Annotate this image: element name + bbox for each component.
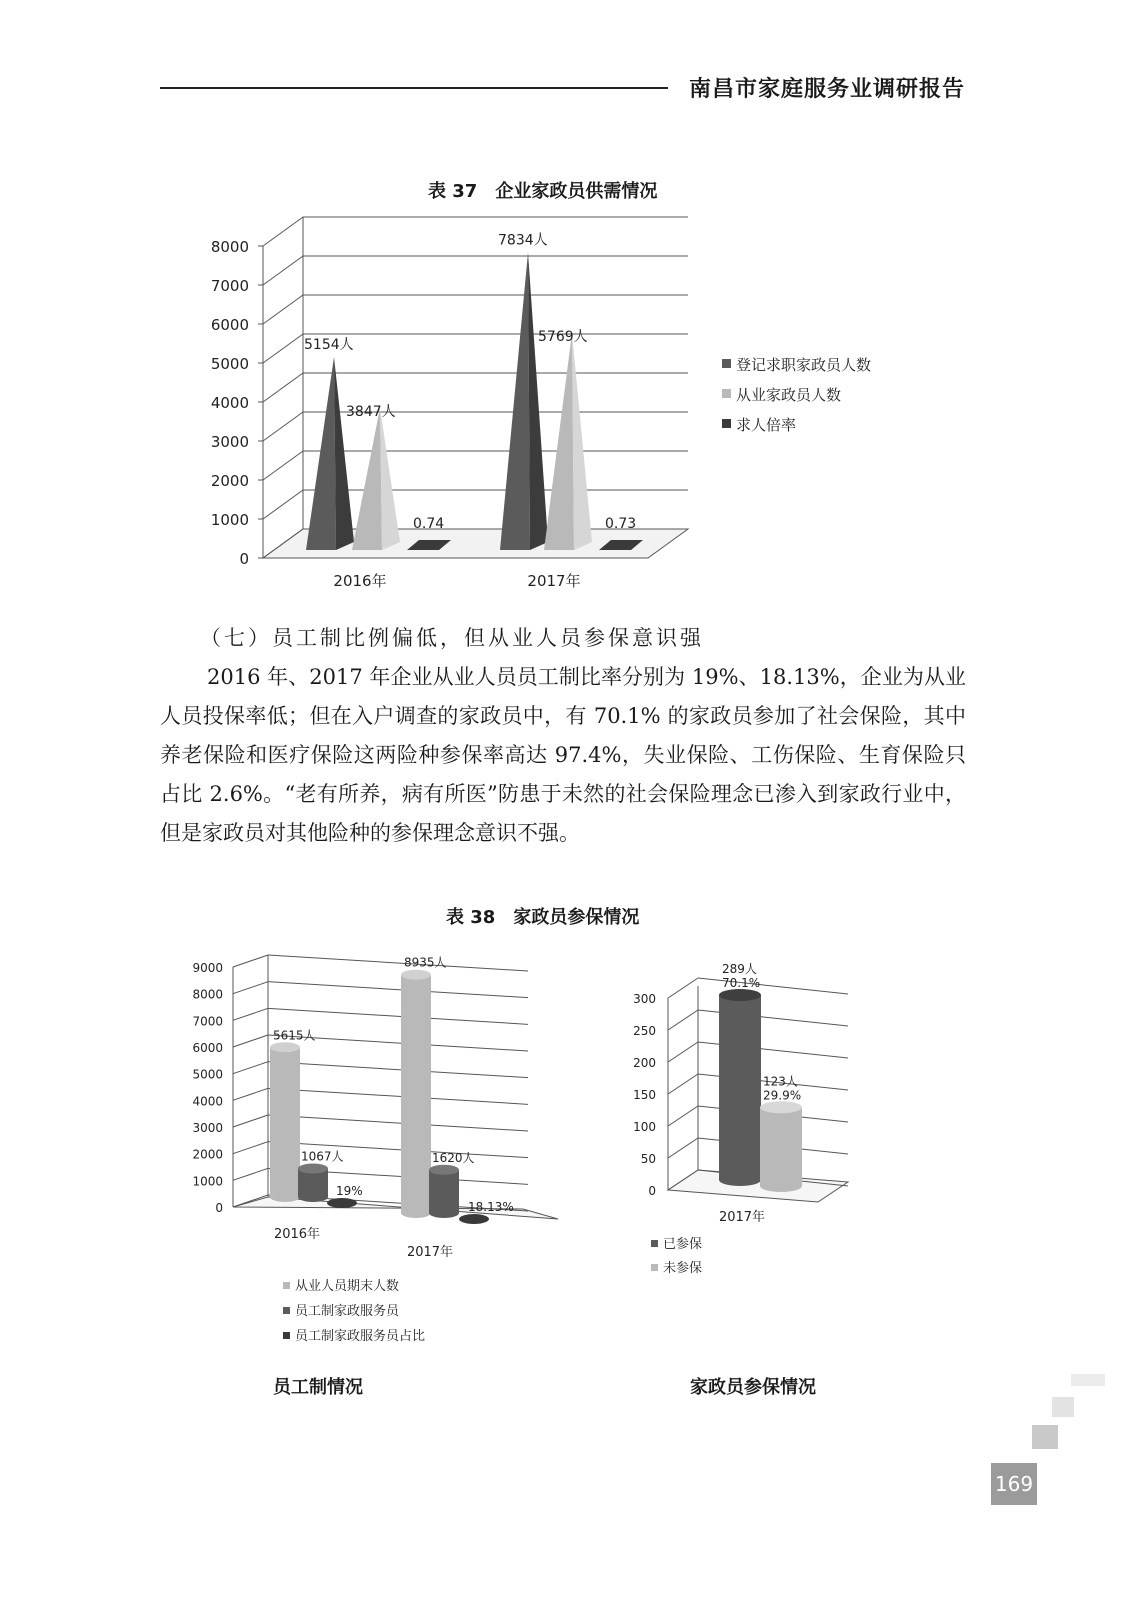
chart2-tick-label: 7000 xyxy=(192,1014,223,1029)
chart2-tick-label: 9000 xyxy=(192,961,223,975)
data-label: 0.73 xyxy=(605,516,637,532)
legend-label: 登记求职家政员人数 xyxy=(736,356,872,374)
cylinder-bar xyxy=(719,995,761,1180)
chart2-tick-label: 4000 xyxy=(192,1094,223,1109)
chart3-gridline xyxy=(668,1010,698,1030)
category-label: 2016年 xyxy=(273,1227,321,1242)
data-label: 19% xyxy=(336,1184,363,1198)
legend-label: 员工制家政服务员 xyxy=(295,1304,400,1319)
chart1-tick-label: 7000 xyxy=(210,277,249,295)
chart1-tick-label: 0 xyxy=(239,550,249,568)
category-label: 2016年 xyxy=(333,572,387,590)
legend-swatch xyxy=(651,1240,658,1247)
table38-caption: 表 38 家政员参保情况 xyxy=(446,907,640,928)
chart3-gridline xyxy=(668,1074,698,1094)
chart3-tick-label: 300 xyxy=(633,992,656,1006)
legend-label: 从业家政员人数 xyxy=(736,386,842,404)
chart3-gridline xyxy=(668,1106,698,1126)
chart1-tick-label: 6000 xyxy=(210,316,249,334)
data-label: 8935人 xyxy=(404,955,447,970)
data-label: 18.13% xyxy=(468,1200,514,1214)
data-label: 5769人 xyxy=(538,329,588,346)
chart1-tick-label: 5000 xyxy=(210,355,249,373)
data-label: 0.74 xyxy=(413,516,445,532)
legend-swatch xyxy=(651,1264,658,1271)
legend-label: 已参保 xyxy=(663,1237,703,1252)
chart3-gridline xyxy=(668,1042,698,1062)
data-label: 5154人 xyxy=(304,336,354,353)
data-label: 289人 xyxy=(722,962,757,977)
chart3-gridline xyxy=(668,1138,698,1158)
chart3-y-ticks xyxy=(633,992,656,1198)
percent-label: 29.9% xyxy=(763,1088,802,1103)
chart1-tick-label: 8000 xyxy=(210,238,249,256)
table37-caption: 表 37 企业家政员供需情况 xyxy=(428,181,658,202)
chart3-legend xyxy=(651,1237,702,1276)
chart3-tick-label: 50 xyxy=(640,1152,656,1166)
chart3-tick-label: 0 xyxy=(648,1184,656,1198)
chart3-tick-label: 150 xyxy=(633,1088,656,1102)
page-header-title: 南昌市家庭服务业调研报告 xyxy=(688,76,965,102)
chart2-tick-label: 2000 xyxy=(192,1147,223,1162)
category-label: 2017年 xyxy=(406,1245,454,1260)
cylinder-base xyxy=(719,1174,761,1186)
chart1-tick-label: 4000 xyxy=(210,394,249,412)
chart3-tick-label: 200 xyxy=(633,1056,656,1070)
chart3-categories xyxy=(719,1209,765,1225)
cylinder-top xyxy=(760,1101,802,1113)
legend-label: 员工制家政服务员占比 xyxy=(295,1329,426,1344)
cylinder-base xyxy=(760,1180,802,1192)
chart2-tick-label: 3000 xyxy=(192,1121,223,1135)
chart3-tick-label: 100 xyxy=(633,1120,656,1134)
category-label: 2017年 xyxy=(527,572,581,590)
section-heading: （七）员工制比例偏低，但从业人员参保意识强 xyxy=(200,626,704,650)
decor-square xyxy=(1032,1425,1058,1449)
chart2-tick-label: 6000 xyxy=(192,1041,223,1055)
percent-label: 70.1% xyxy=(722,976,761,991)
body-paragraph: 2016 年、2017 年企业从业人员员工制比率分别为 19%、18.13%，企业为从业人员投保率低；但在入户调查的家政员中，有 70.1% 的家政员参加了社会保险，其中养老保险和医疗保险这两险种参保率高达 97.4%，失业保险、工伤保险、生育保险只占比 2.6%。“老有所养，病有所医”防患于未然的社会保险理念已渗入到家政行业中，但是家政员对其他险种的参保理念意识不强。 xyxy=(160,665,966,845)
cylinder-bar xyxy=(760,1107,802,1186)
chart3-gridline xyxy=(698,978,848,994)
legend-label: 求人倍率 xyxy=(736,416,797,434)
cylinder-top xyxy=(719,989,761,1001)
category-label: 2017年 xyxy=(718,1210,766,1225)
data-label: 123人 xyxy=(763,1074,798,1089)
data-label: 5615人 xyxy=(273,1028,316,1043)
chart1-tick-label: 1000 xyxy=(210,511,249,529)
chart1-tick-label: 3000 xyxy=(210,433,249,451)
chart2-tick-label: 8000 xyxy=(192,987,223,1002)
data-label: 1067人 xyxy=(301,1149,344,1164)
data-label: 1620人 xyxy=(432,1150,475,1165)
subcaption-left: 员工制情况 xyxy=(273,1377,363,1398)
chart3-tick-label: 250 xyxy=(633,1024,656,1038)
decor-square xyxy=(1052,1397,1074,1417)
decor-square xyxy=(1071,1374,1105,1386)
chart3-marks xyxy=(719,962,802,1192)
chart2-tick-label: 5000 xyxy=(192,1067,223,1082)
legend-label: 从业人员期末人数 xyxy=(295,1279,400,1294)
chart2-tick-label: 1000 xyxy=(192,1174,223,1189)
subcaption-right: 家政员参保情况 xyxy=(690,1377,816,1398)
chart3-gridline xyxy=(668,978,698,998)
data-label: 7834人 xyxy=(498,232,548,249)
data-label: 3847人 xyxy=(346,403,396,420)
page-number: 169 xyxy=(991,1463,1037,1505)
chart2-tick-label: 0 xyxy=(215,1201,223,1215)
legend-label: 未参保 xyxy=(663,1261,703,1276)
chart1-tick-label: 2000 xyxy=(210,472,249,490)
